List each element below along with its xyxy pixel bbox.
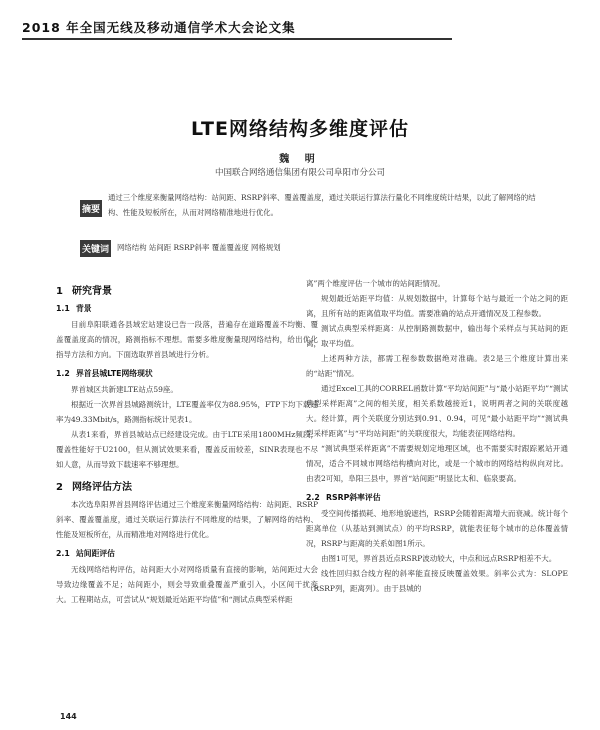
section-heading (56, 478, 318, 493)
paragraph: 通过Excel工具的CORREL函数计算“平均站间距”与“最小站距平均”“测试典型采样距离”之间的相关度，相关系数越接近1，说明两者之间的关联度越大。经计算，两个关联度分别达到0.91、0.94，可见“最小站距平均”“测试典型采样距离”与“平均站间距”的关联度很大，均能表征网络结构。 (306, 384, 568, 438)
subsection-heading (56, 303, 318, 314)
running-header: 2018 年全国无线及移动通信学术大会论文集 (22, 18, 452, 40)
paragraph: 无线网络结构评估，站间距大小对网络质量有直接的影响，站间距过大会导致边缘覆盖不足；站间距小，则会导致重叠覆盖严重引入，小区间干扰变大。工程期站点，可尝试从“规划最近站距平均值”和“测试点典型采样距 (56, 565, 318, 604)
paragraph: 线性回归拟合线方程的斜率能直接反映覆盖效果。斜率公式为：SLOPE（RSRP列，距离列）。由于县城的 (306, 569, 568, 593)
paragraph: 界首城区共新建LTE站点59座。 (71, 385, 178, 394)
paragraph: 离”两个维度评估一个城市的站间距情况。 (306, 279, 445, 288)
affiliation: 中国联合网络通信集团有限公司阜阳市分公司 (214, 168, 385, 178)
paragraph: 目前阜阳联通各县域宏站建设已告一段落，普遍存在道路覆盖不均衡、覆盖覆盖度高的情况，路测指标不理想。需要多维度衡量现网络结构，给出优化指导方法和方向。下面选取界首县域进行分析。 (56, 320, 318, 359)
left-column (56, 276, 318, 607)
keywords-label: 关键词 (80, 240, 111, 257)
subsection-title: 界首县城LTE网络现状 (76, 369, 153, 378)
keywords-block (80, 240, 540, 257)
paragraph: 本次选阜阳界首县网络评估通过三个维度来衡量网络结构：站间距、RSRP斜率、覆盖覆盖度，通过关联运行算法行不同维度的结果，了解网络的结构、性能及短板所在，从而精准地对网络进行优化。 (56, 500, 318, 539)
subsection-heading (306, 492, 568, 503)
subsection-title: 站间距评估 (76, 549, 115, 558)
author: 魏 明 (279, 154, 321, 165)
subsection-number: 1.2 (56, 369, 70, 378)
paragraph: 从表1来看，界首县城站点已经建设完成。由于LTE采用1800MHz频段，覆盖性能好于U2100，但从测试效果来看，覆盖反而较差，SINR表现也不尽如人意，从而导致下载速率不够理想。 (56, 430, 318, 469)
section-title: 网络评估方法 (72, 482, 132, 493)
paragraph: 上述两种方法，都需工程参数数据绝对准确。表2是三个维度计算出来的“站距”情况。 (306, 354, 568, 378)
right-column (306, 276, 568, 596)
subsection-title: RSRP斜率评估 (326, 493, 381, 502)
paragraph: 测试点典型采样距离：从控制路测数据中，输出每个采样点与其站间的距离，取平均值。 (306, 324, 568, 348)
abstract-block (80, 190, 540, 220)
subsection-heading (56, 548, 318, 559)
subsection-heading (56, 368, 318, 379)
paragraph: “测试典型采样距离”不需要规划定地理区域，也不需要实时跟踪累站开通情况，适合不同城市网络结构横向对比，或是一个城市的网络结构纵向对比。由表2可知，阜阳三县中，界首“站间距”明显比太和、临泉要高。 (306, 444, 568, 483)
section-heading (56, 282, 318, 297)
subsection-title: 背景 (76, 304, 92, 313)
section-number: 2 (56, 482, 63, 493)
abstract-label: 摘要 (80, 200, 102, 217)
page-number: 144 (60, 712, 77, 721)
subsection-number: 2.2 (306, 493, 320, 502)
subsection-number: 2.1 (56, 549, 70, 558)
abstract-text: 通过三个维度来衡量网络结构：站间距、RSRP斜率、覆盖覆盖度，通过关联运行算法行量化不同维度统计结果，以此了解网络的结构、性能及短板所在，从而对网络精准地进行优化。 (108, 193, 536, 217)
paper-title: LTE网络结构多维度评估 (191, 118, 409, 140)
paragraph: 根据近一次界首县城路测统计，LTE覆盖率仅为88.95%，FTP下均下载速率为49.33Mbit/s，路测指标统计见表1。 (56, 400, 318, 424)
paragraph: 规划最近站距平均值：从规划数据中，计算每个站与最近一个站之间的距离，且所有站的距离值取平均值。需要准确的站点开通情况及工程参数。 (306, 294, 568, 318)
section-title: 研究背景 (72, 286, 112, 297)
paragraph: 由图1可见，界首县近点RSRP波动较大，中点和远点RSRP相差不大。 (321, 554, 557, 563)
subsection-number: 1.1 (56, 304, 70, 313)
section-number: 1 (56, 286, 63, 297)
keywords-text: 网络结构 站间距 RSRP斜率 覆盖覆盖度 网格规划 (117, 243, 281, 252)
paragraph: 受空间传播损耗、地形地貌遮挡，RSRP会随着距离增大而衰减。统计每个距离单位（从基站到测试点）的平均RSRP，就能表征每个城市的总体覆盖情况，RSRP与距离的关系如图1所示。 (306, 509, 568, 548)
